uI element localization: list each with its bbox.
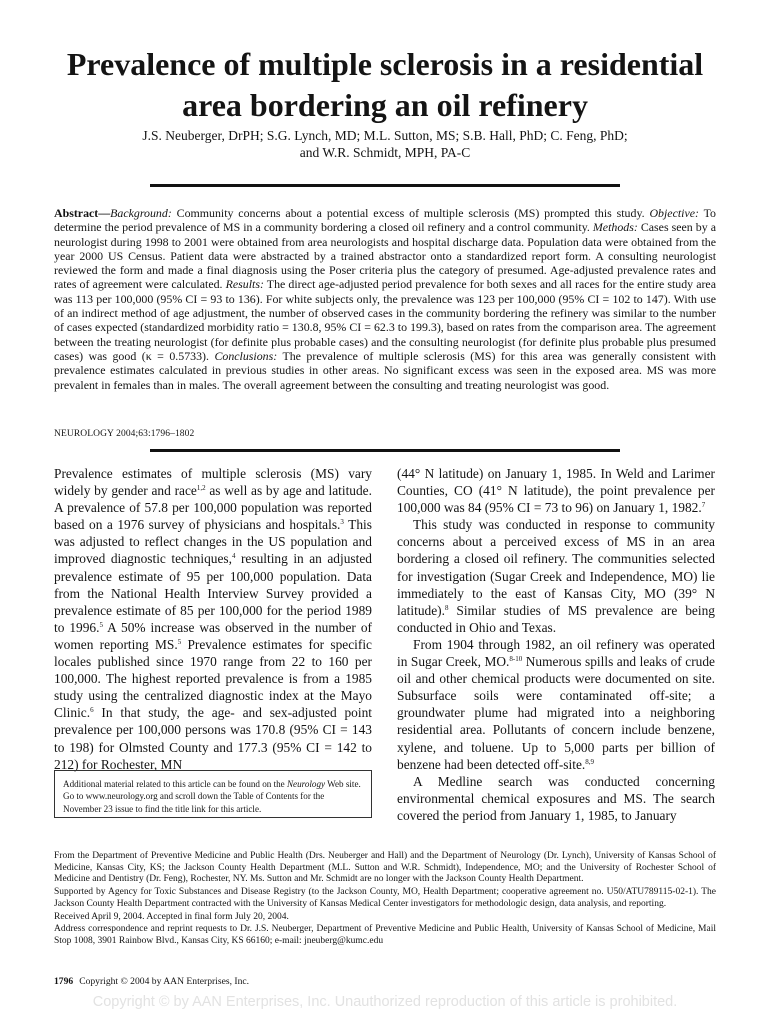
copyright-watermark: Copyright © by AAN Enterprises, Inc. Unauthorized reproduction of this article is prohibited.	[92, 994, 678, 1010]
top-divider	[150, 184, 620, 187]
authors-line-2: and W.R. Schmidt, MPH, PA-C	[299, 145, 471, 160]
reference: 1,2	[196, 484, 206, 493]
footnotes	[54, 851, 716, 949]
paragraph: (44° N latitude) on January 1, 1985. In Weld and Larimer Counties, CO (41° N latitude), the point prevalence per 100,000 was 84 (95% CI = 73 to 96) on January 1, 1982.$^7$	[397, 466, 715, 516]
reference: 5	[177, 637, 182, 646]
paragraph: A Medline search was conducted concerning environmental chemical exposures and MS. The search covered the period from January 1, 1985, to January	[397, 773, 715, 823]
journal-name: Neurology	[286, 779, 326, 789]
paragraph: This study was conducted in response to community concerns about a perceived excess of MS in an area bordering a closed oil refinery. The communities selected for investigation (Sugar Creek and Independence, MO) lie immediately to the east of Kansas City, MO (39° N latitude).$^8$ Similar studies of MS prevalence are being conducted in Ohio and Texas.	[397, 517, 715, 635]
reference: 8	[444, 603, 449, 612]
journal-citation: NEUROLOGY 2004;63:1796–1802	[54, 429, 195, 439]
objective-label: Objective:	[649, 206, 699, 220]
reference: 8-10	[509, 655, 523, 664]
received-note: Received April 9, 2004. Accepted in final form July 20, 2004.	[54, 911, 289, 922]
authors-line-1: J.S. Neuberger, DrPH; S.G. Lynch, MD; M.L. Sutton, MS; S.B. Hall, PhD; C. Feng, PhD;	[142, 128, 628, 143]
abstract-label: Abstract	[54, 206, 99, 220]
reference: 6	[90, 706, 94, 715]
bottom-divider	[150, 449, 620, 452]
reference: 3	[340, 518, 344, 527]
page-footer	[54, 976, 249, 987]
reference: 8,9	[585, 757, 594, 766]
body-column-right	[397, 465, 715, 824]
paragraph: From 1904 through 1982, an oil refinery was operated in Sugar Creek, MO.$^{8-10}$ Numerous spills and leaks of crude oil and other chemical products were documented on site. Subsurface soils were contaminated off-site; a groundwater plume had migrated into a neighboring residential area. Pollutants of concern include benzene, xylene, and toluene. Up to 5,000 parts per billion of benzene had been detected off-site.$^{8,9}$	[397, 636, 715, 772]
supplementary-note-box: Additional material related to this article can be found on the Neurology Web site. Go to www.neurology.org and scroll down the Table of Contents for the November 23 issue to find the title link for this article.	[54, 770, 372, 818]
support-note: Supported by Agency for Toxic Substances and Disease Registry (to the Jackson County, MO, Health Department; cooperative agreement no. U50/ATU789115-02-1). The Jackson County Health Department contracted with the University of Kansas Medical Center investigators for methodologic design, data analysis, and reporting.	[54, 887, 716, 909]
reference: 5	[99, 620, 103, 629]
affiliation-note: From the Department of Preventive Medicine and Public Health (Drs. Neuberger and Hall) and the Department of Neurology (Dr. Lynch), University of Kansas School of Medicine, Kansas City, KS; the Jackson County Health Department (M.L. Sutton and W.R. Schmidt), Independence, MO; and the University of Rochester School of Medicine and Dentistry (Dr. Feng), Rochester, NY. Ms. Sutton and Mr. Schmidt are no longer with the Jackson County Health Department.	[54, 851, 716, 885]
author-list	[90, 127, 680, 161]
reference: 7	[701, 501, 706, 510]
paragraph: Prevalence estimates of multiple sclerosis (MS) vary widely by gender and race$^{1,2}$ as well as by age and latitude. A prevalence of 57.8 per 100,000 population was reported based on a 1976 survey of physicians and hospitals.$^3$ This was adjusted to reflect changes in the US population and improved diagnostic techniques,$^4$ resulting in an adjusted prevalence estimate of 95 per 100,000 population. Data from the National Health Interview Survey provided a prevalence estimate of 85 per 100,000 for the period 1989 to 1996.$^5$ A 50% increase was observed in the number of women reporting MS.$^5$ Prevalence estimates for specific locales published since 1970 range from 22 to 160 per 100,000. The highest reported prevalence is from a 1985 study using the centralized diagnostic index at the Mayo Clinic.$^6$ In that study, the age- and sex-adjusted point prevalence per 100,000 persons was 170.8 (95% CI = 143 to 198) for Olmsted County and 177.3 (95% CI = 142 to 212) for Rochester, MN	[54, 466, 372, 772]
results-label: Results:	[225, 277, 264, 292]
body-column-left	[54, 465, 372, 773]
correspondence-note: Address correspondence and reprint requests to Dr. J.S. Neuberger, Department of Preventive Medicine and Public Health, University of Kansas School of Medicine, Mail Stop 1008, 3901 Rainbow Blvd., Kansas City, KS 66160; e-mail: jneuberg@kumc.edu	[54, 924, 716, 946]
conclusions-label: Conclusions:	[214, 348, 278, 363]
article-title: Prevalence of multiple sclerosis in a residential area bordering an oil refinery	[66, 46, 704, 123]
reference: 4	[231, 552, 236, 561]
abstract: Abstract—Background: Community concerns about a potential excess of multiple sclerosis (MS) prompted this study. Objective: To determine the period prevalence of MS in a community bordering a closed oil refinery and a control community. Methods: Cases seen by a neurologist during 1998 to 2001 were obtained from area neurologists and hospital discharge data. Population data were obtained from the year 2000 US Census. Patient data were abstracted by a trained abstractor onto a standardized report form. A consulting neurologist reviewed the form and made a final diagnosis using the Poser criteria plus the category of presumed. Age-adjusted prevalence rates and rates of agreement were calculated. Results: The direct age-adjusted period prevalence for both sexes and all races for the entire study area was 113 per 100,000 (95% CI = 93 to 136). For white subjects only, the prevalence was 123 per 100,000 (95% CI = 102 to 147). With use of an indirect method of age adjustment, the number of observed cases in the community bordering the refinery was similar to the number of cases expected (standardized morbidity ratio = 130.8, 95% CI = 62.3 to 199.3), based on rates from the comparison area. The agreement between the treating neurologist (for definite plus probable cases) and the consulting neurologist (for definite plus probable plus presumed cases) was good (κ = 0.5733). Conclusions: The prevalence of multiple sclerosis (MS) for this area was generally consistent with prevalence estimates calculated in previous studies in other areas. No significant excess was seen in the exposed area. MS was more prevalent in females than in males. The overall agreement between the consulting and treating neurologist was good.	[54, 206, 716, 392]
page-number: 1796	[54, 976, 74, 987]
copyright-text: Copyright © 2004 by AAN Enterprises, Inc.	[79, 976, 250, 987]
methods-label: Methods:	[592, 220, 638, 235]
background-label: Background:	[110, 206, 172, 220]
